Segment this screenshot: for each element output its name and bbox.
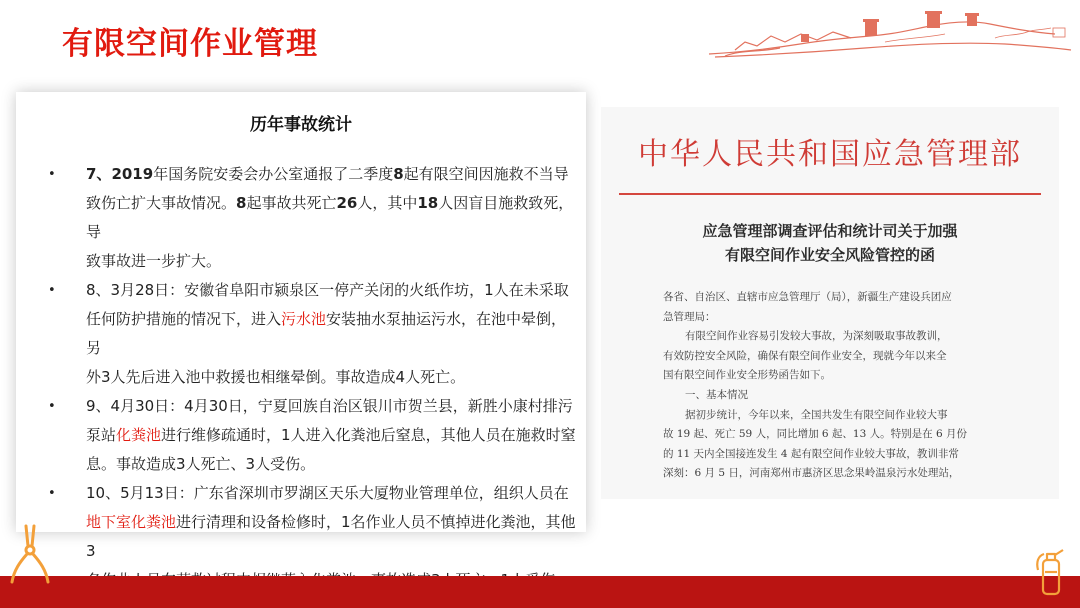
case-line	[86, 247, 576, 276]
document-body	[663, 288, 1039, 484]
document-header: 中华人民共和国应急管理部	[638, 137, 1022, 172]
letter-title-line-2: 有限空间作业安全风险管控的函	[724, 246, 935, 264]
case-line	[86, 508, 576, 566]
case-text: 进行维修疏通时，1人进入化粪池后窒息，其他人员在施救时窒	[161, 426, 576, 444]
case-text: 泵站	[86, 426, 117, 444]
case-line	[86, 479, 576, 508]
case-text: 8、3月28日：安徽省阜阳市颍泉区一停产关闭的火纸作坊，1人在未采取	[86, 281, 569, 299]
case-text: 2019	[111, 165, 154, 183]
case-text: 起有限空间因施救不当导	[403, 165, 569, 183]
case-text: 安装抽水泵抽运污水，在池中晕倒，另	[86, 310, 567, 357]
highlighted-location: 污水池	[281, 310, 327, 328]
highlighted-location: 化粪池	[116, 426, 162, 444]
document-paragraph-line: 的 11 天内全国接连发生 4 起有限空间作业较大事故，教训非常	[663, 447, 959, 460]
accident-stats-card	[16, 92, 586, 560]
bullet-marker: •	[48, 486, 56, 501]
case-text: 任何防护措施的情况下，进入	[86, 310, 282, 328]
case-line	[86, 276, 576, 305]
case-text: 人因盲目施救致死，导	[86, 194, 574, 241]
highlighted-location: 地下室化粪池	[86, 513, 177, 531]
case-text: 8	[236, 194, 247, 212]
case-text: 18	[417, 194, 439, 212]
document-divider	[619, 193, 1041, 195]
slide-title: 有限空间作业管理	[62, 26, 318, 62]
case-text: 致伤亡扩大事故情况。	[86, 194, 237, 212]
case-line	[86, 160, 576, 189]
case-line	[86, 305, 576, 363]
case-text: 10、5月13日：广东省深圳市罗湖区天乐大厦物业管理单位，组织人员在	[86, 484, 569, 502]
bullet-marker: •	[48, 399, 56, 414]
document-paragraph-line: 深刻：6 月 5 日，河南郑州市惠济区思念果岭温泉污水处理站，	[663, 467, 960, 480]
case-list	[48, 160, 576, 595]
document-paragraph-line: 一、基本情况	[685, 388, 748, 401]
great-wall-icon	[705, 8, 1075, 60]
document-letter-title	[601, 219, 1059, 267]
case-text: 8	[393, 165, 404, 183]
case-line	[86, 392, 576, 421]
document-paragraph-line: 有限空间作业容易引发较大事故，为深刻吸取事故教训，	[685, 330, 948, 343]
letter-title-line-1: 应急管理部调查评估和统计司关于加强	[702, 222, 958, 240]
document-paragraph-line: 有效防控安全风险，确保有限空间作业安全，现就今年以来全	[663, 349, 947, 362]
case-line	[86, 450, 576, 479]
case-text: 起事故共死亡	[246, 194, 337, 212]
case-text: 人，其中	[357, 194, 418, 212]
card-heading: 历年事故统计	[250, 115, 352, 135]
document-paragraph-line: 据初步统计，今年以来，全国共发生有限空间作业较大事	[685, 408, 948, 421]
pliers-icon	[6, 522, 54, 584]
case-item	[48, 276, 576, 392]
case-line	[86, 189, 576, 247]
case-text: 外3人先后进入池中救援也相继晕倒。事故造成4人死亡。	[86, 368, 466, 386]
case-text: 9、4月30日：4月30日，宁夏回族自治区银川市贺兰县，新胜小康村排污	[86, 397, 573, 415]
case-item	[48, 392, 576, 479]
case-line	[86, 421, 576, 450]
bullet-marker: •	[48, 283, 56, 298]
case-text: 年国务院安委会办公室通报了二季度	[153, 165, 394, 183]
case-text: 进行清理和设备检修时，1名作业人员不慎掉进化粪池，其他3	[86, 513, 576, 560]
bullet-marker: •	[48, 167, 56, 182]
footer-bar	[0, 576, 1080, 608]
document-paragraph-line: 各省、自治区、直辖市应急管理厅（局），新疆生产建设兵团应	[663, 291, 952, 303]
document-paragraph-line: 国有限空间作业安全形势函告如下。	[663, 369, 831, 382]
case-text: 26	[336, 194, 358, 212]
document-paragraph-line: 故 19 起、死亡 59 人，同比增加 6 起、13 人。特别是在 6 月份	[663, 428, 967, 441]
case-item	[48, 160, 576, 276]
case-text: 致事故进一步扩大。	[86, 252, 222, 270]
document-paragraph-line: 急管理局：	[663, 310, 716, 323]
fire-extinguisher-icon	[1032, 544, 1066, 596]
ministry-document-image	[601, 107, 1059, 499]
case-text: 息。事故造成3人死亡、3人受伤。	[86, 455, 316, 473]
case-text: 7、	[86, 165, 112, 183]
case-line	[86, 363, 576, 392]
